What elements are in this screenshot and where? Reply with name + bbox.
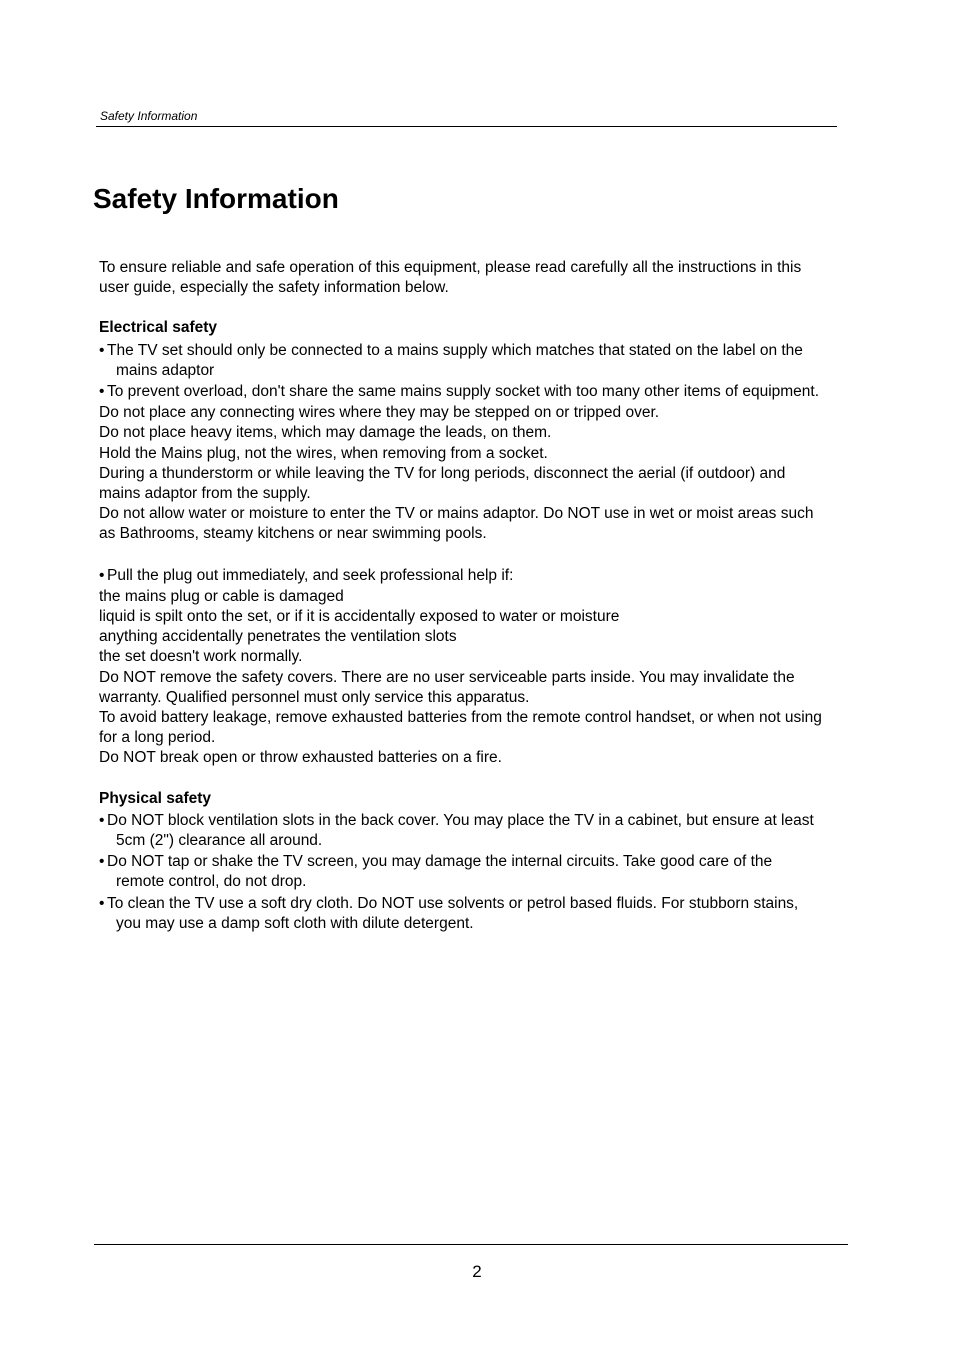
page-number: 2	[472, 1262, 482, 1281]
pull-plug-line: Do NOT remove the safety covers. There are no user serviceable parts inside. You may invalidate the warranty. Qualified personnel must only service this apparatus.	[99, 668, 795, 706]
electrical-line: Do not place any connecting wires where they may be stepped on or tripped over.	[99, 404, 660, 422]
electrical-line: During a thunderstorm or while leaving the TV for long periods, disconnect the aerial (if outdoor) and mains adaptor from the supply.	[99, 464, 786, 503]
physical-bullet-item: • To clean the TV use a soft dry cloth. Do NOT use solvents or petrol based fluids. For stubborn stains, you may use a damp soft cloth with dilute detergent.	[99, 894, 824, 934]
pull-plug-line: Do NOT break open or throw exhausted batteries on a fire.	[99, 749, 502, 767]
footer-divider	[94, 1244, 848, 1245]
safety-content	[99, 258, 824, 935]
header-divider	[96, 126, 837, 127]
electrical-line: Do not place heavy items, which may damage the leads, on them.	[99, 424, 552, 442]
pull-plug-line: liquid is spilt onto the set, or if it is accidentally exposed to water or moisture	[99, 608, 620, 626]
physical-bullet-item: • Do NOT tap or shake the TV screen, you may damage the internal circuits. Take good care of the remote control, do not drop.	[99, 852, 824, 892]
electrical-safety-heading: Electrical safety	[99, 319, 218, 337]
physical-safety-heading: Physical safety	[99, 789, 212, 807]
electrical-line: Hold the Mains plug, not the wires, when removing from a socket.	[99, 444, 548, 462]
electrical-line: Do not allow water or moisture to enter the TV or mains adaptor. Do NOT use in wet or moist areas such as Bathrooms, steamy kitchens or near swimming pools.	[99, 505, 814, 543]
page-title: Safety Information	[93, 183, 339, 214]
physical-bullet-item: • Do NOT block ventilation slots in the back cover. You may place the TV in a cabinet, but ensure at least 5cm (2") clearance all around.	[99, 811, 824, 851]
pull-plug-line: To avoid battery leakage, remove exhausted batteries from the remote control handset, or when not using for a long period.	[99, 709, 822, 747]
electrical-bullet-item: • To prevent overload, don't share the same mains supply socket with too many other items of equipment.	[99, 382, 824, 402]
pull-plug-line: anything accidentally penetrates the ventilation slots	[99, 628, 457, 646]
pull-plug-line: the set doesn't work normally.	[99, 648, 303, 666]
pull-plug-line: the mains plug or cable is damaged	[99, 587, 344, 605]
running-header: Safety Information	[100, 109, 198, 123]
intro-paragraph: To ensure reliable and safe operation of this equipment, please read carefully all the instructions in this user guide, especially the safety information below.	[99, 259, 802, 297]
pull-plug-bullet: • Pull the plug out immediately, and seek professional help if:	[99, 566, 824, 586]
electrical-bullet-item: • The TV set should only be connected to a mains supply which matches that stated on the label on the mains adaptor	[99, 341, 824, 381]
